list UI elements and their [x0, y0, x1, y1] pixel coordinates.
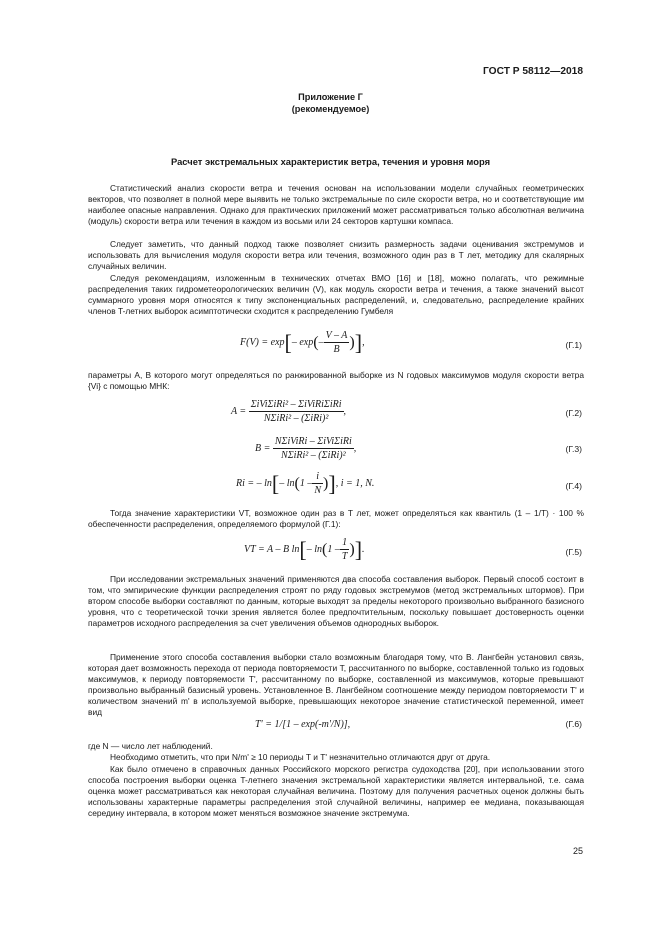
formula-g4-fraction [312, 471, 323, 496]
formula-g5-one: 1 – [327, 543, 340, 555]
formula-g5: VT = A – B ln[– ln(1 – $\frac{1}{T}$ )]. [244, 537, 365, 562]
formula-g3-fraction [273, 436, 354, 461]
paragraph-9: Необходимо отметить, что при N/m' ≥ 10 периоды T и T' незначительно отличаются друг от друга. [110, 752, 491, 762]
formula-g3-denominator: NΣiRi² – (ΣiRi)² [281, 450, 346, 461]
formula-g2 [231, 399, 346, 424]
formula-g2-lhs: A = [231, 405, 247, 417]
standard-header: ГОСТ Р 58112—2018 [483, 66, 583, 77]
formula-g5-tail: . [362, 543, 365, 555]
formula-g1-tail: , [362, 336, 365, 348]
formula-g3 [255, 436, 356, 461]
formula-g4-lhs: Ri = – ln [236, 477, 272, 489]
formula-g1-numerator: V – A [325, 330, 348, 341]
formula-g2-numerator: ΣiViΣiRi² – ΣiViRiΣiRi [250, 399, 342, 410]
paragraph-7: Применение этого способа составления выборки стало возможным благодаря тому, что В. Лангбейн установил связь, которая дает возможность перехода от периода повторяемости T, рассчитанного по выборке, составленной только из годовых максимумов, к периоду повторяемости T', рассчитанному по выборке, составленной из максимумов, которые превышают произвольно выбранный базисный уровень. Установленное В. Лангбейном соотношение между периодом повторяемости T' и количеством значений m' в используемой выборке, превышающих некоторое значение статистической переменной, имеет вид [88, 652, 584, 717]
paragraph-3: Следуя рекомендациям, изложенным в технических отчетах ВМО [16] и [18], можно полагать, что режимные распределения таких гидрометеорологических величин (V), как модуль скорости ветра и течения, а также значений высот суммарного уровня моря относятся к типу экспоненциальных распределений, и, следовательно, распределение крайних членов T-летних выборок асимптотически сходится к распределению Гумбеля [88, 273, 584, 316]
formula-g1: F(V) = exp[– exp(– $\frac{V - A}{B}$ )], [240, 330, 365, 355]
page-number: 25 [572, 846, 583, 856]
paragraph-6: При исследовании экстремальных значений применяются два способа составления выборок. Первый способ состоит в том, что эмпирические функции распределения строят по ряду годовых экстремумов (метод экстремальных штормов). При втором способе выборки составляют по данным, которые выходят за пределы некоторого произвольно выбранного базисного уровня, что с теоретической точки зрения является более предпочтительным, поскольку повышает достоверность оценки параметров исходного распределения за счет увеличения объемов однородных выборок. [88, 574, 584, 628]
formula-g4-tail: , i = 1, N. [335, 477, 375, 489]
appendix-title: Приложение Г [298, 92, 363, 102]
formula-g1-minus: – [318, 336, 324, 348]
formula-g4-one: 1 – [299, 477, 313, 489]
formula-g4: Ri = – ln[– ln(1 – $\frac{i}{N}$ )], i = 1, N. [236, 471, 375, 496]
paragraph-2: Следует заметить, что данный подход также позволяет снизить размерность задачи оценивания экстремумов и использовать для вычисления модуля скорости ветра или течения, возможного один раз в T лет, методику для скалярных случайных величин. [88, 239, 584, 271]
formula-g5-lhs: VT = A – B ln [244, 543, 300, 555]
formula-g3-lhs: B = [255, 442, 271, 454]
formula-g6: T' = 1/[1 – exp(-m'/N)], [255, 719, 351, 730]
formula-g5-numerator: 1 [340, 537, 350, 550]
formula-g1-fraction [324, 330, 350, 355]
formula-g6-number: (Г.6) [565, 719, 582, 729]
appendix-subtitle: (рекомендуемое) [291, 104, 370, 114]
paragraph-8: где N — число лет наблюдений. [88, 741, 213, 751]
formula-g4-inner: – ln [279, 477, 295, 489]
formula-g1-number: (Г.1) [565, 340, 582, 350]
formula-g5-number: (Г.5) [565, 547, 582, 557]
formula-g4-numerator: i [312, 471, 323, 484]
formula-g3-number: (Г.3) [565, 444, 582, 454]
formula-g5-inner: – ln [306, 543, 322, 555]
formula-g2-number: (Г.2) [565, 408, 582, 418]
formula-g1-inner: – exp [291, 336, 314, 348]
formula-g2-fraction [249, 399, 344, 424]
formula-g1-denominator: B [333, 344, 340, 355]
formula-g2-tail: , [343, 405, 347, 417]
paragraph-5: Тогда значение характеристики VT, возможное один раз в T лет, может определяться как квантиль (1 – 1/T) · 100 % обеспеченности распределения, определяемого формулой (Г.1): [88, 508, 584, 529]
formula-g5-fraction [340, 537, 350, 562]
formula-g5-denominator: T [341, 551, 348, 562]
formula-g4-number: (Г.4) [565, 481, 582, 491]
paragraph-10: Как было отмечено в справочных данных Российского морского регистра судоходства [20], при использовании этого способа построения выборки оценка T-летнего значения экстремальной характеристики является интервальной, т.е. сама оценка может рассматриваться как некоторая случайная величина. Поэтому для получения расчетных оценок должны быть использованы характерные параметры распределения этой случайной величины, например ее медиана, показывающая середину интервала, в котором может меняться возможное значение экстремума. [88, 764, 584, 818]
paragraph-4: параметры A, B которого могут определяться по ранжированной выборке из N годовых максимумов модуля скорости ветра {Vi} с помощью МНК: [88, 370, 584, 391]
section-title: Расчет экстремальных характеристик ветра, течения и уровня моря [170, 156, 491, 167]
formula-g3-numerator: NΣiViRi – ΣiViΣiRi [274, 436, 352, 447]
formula-g4-denominator: N [314, 485, 322, 496]
paragraph-1: Статистический анализ скорости ветра и течения основан на использовании модели случайных геометрических векторов, что позволяет в полной мере выявить не только экстремальные по силе скорости ветра, но и соответствующие им наиболее опасные направления. Однако для практических приложений может рассматриваться только абсолютная величина (модуль) скорости ветра или течения в каждом из восьми или 24 секторов картушки компаса. [88, 183, 584, 226]
formula-g1-lhs: F(V) = exp [240, 336, 285, 348]
formula-g2-denominator: NΣiRi² – (ΣiRi)² [263, 413, 329, 424]
formula-g3-tail: , [353, 442, 357, 454]
